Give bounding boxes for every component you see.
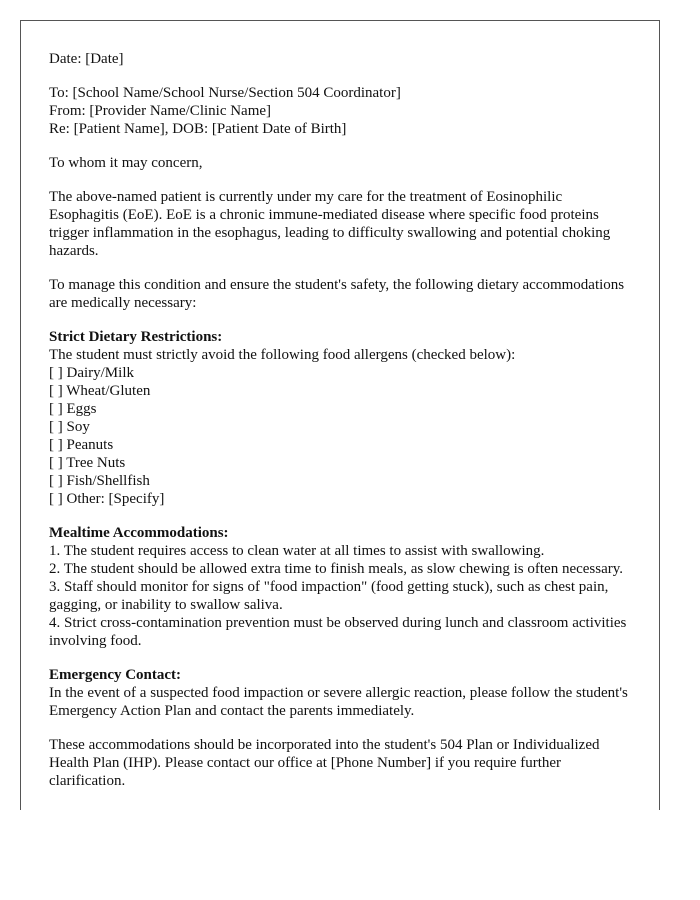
letter-page [20,20,660,810]
allergen-item-other: [ ] Other: [Specify] [49,491,165,507]
mealtime-heading: Mealtime Accommodations: [49,525,229,541]
date-line: Date: [Date] [49,51,124,67]
intro-paragraph: The above-named patient is currently under my care for the treatment of Eosinophilic Esophagitis (EoE). EoE is a chronic immune-mediated disease where specific food proteins trigger inflammation in the esophagus, leading to difficulty swallowing and potential choking hazards. [49,189,611,259]
restrictions-heading: Strict Dietary Restrictions: [49,329,223,345]
allergen-item-peanuts: [ ] Peanuts [49,437,114,453]
mealtime-item: 1. The student requires access to clean water at all times to assist with swallowing. [49,543,545,559]
allergen-item-eggs: [ ] Eggs [49,401,97,417]
restrictions-intro: The student must strictly avoid the following food allergens (checked below): [49,347,516,363]
mealtime-item: 4. Strict cross-contamination prevention must be observed during lunch and classroom activities involving food. [49,615,631,649]
emergency-text: In the event of a suspected food impaction or severe allergic reaction, please follow the student's Emergency Action Plan and contact the parents immediately. [49,685,632,719]
to-line: To: [School Name/School Nurse/Section 504 Coordinator] [49,85,401,101]
allergen-item-wheat: [ ] Wheat/Gluten [49,383,151,399]
allergen-item-dairy: [ ] Dairy/Milk [49,365,134,381]
salutation: To whom it may concern, [49,155,203,171]
date-block [49,50,629,68]
restrictions-section [49,328,629,508]
re-line: Re: [Patient Name], DOB: [Patient Date of Birth] [49,121,347,137]
from-line: From: [Provider Name/Clinic Name] [49,103,272,119]
allergen-item-soy: [ ] Soy [49,419,90,435]
manage-paragraph: To manage this condition and ensure the student's safety, the following dietary accommodations are medically necessary: [49,277,625,311]
emergency-section [49,666,632,720]
closing-paragraph: These accommodations should be incorporated into the student's 504 Plan or Individualized Health Plan (IHP). Please contact our office at [Phone Number] if you require further clarification. [49,737,600,789]
mealtime-item: 3. Staff should monitor for signs of "food impaction" (food getting stuck), such as chest pain, gagging, or inability to swallow saliva. [49,579,613,613]
mealtime-item: 2. The student should be allowed extra time to finish meals, as slow chewing is often necessary. [49,561,624,577]
mealtime-section [49,524,629,650]
emergency-heading: Emergency Contact: [49,667,182,683]
allergen-item-tree-nuts: [ ] Tree Nuts [49,455,126,471]
letter-content [49,50,632,806]
address-block [49,84,629,138]
allergen-item-fish-shellfish: [ ] Fish/Shellfish [49,473,150,489]
